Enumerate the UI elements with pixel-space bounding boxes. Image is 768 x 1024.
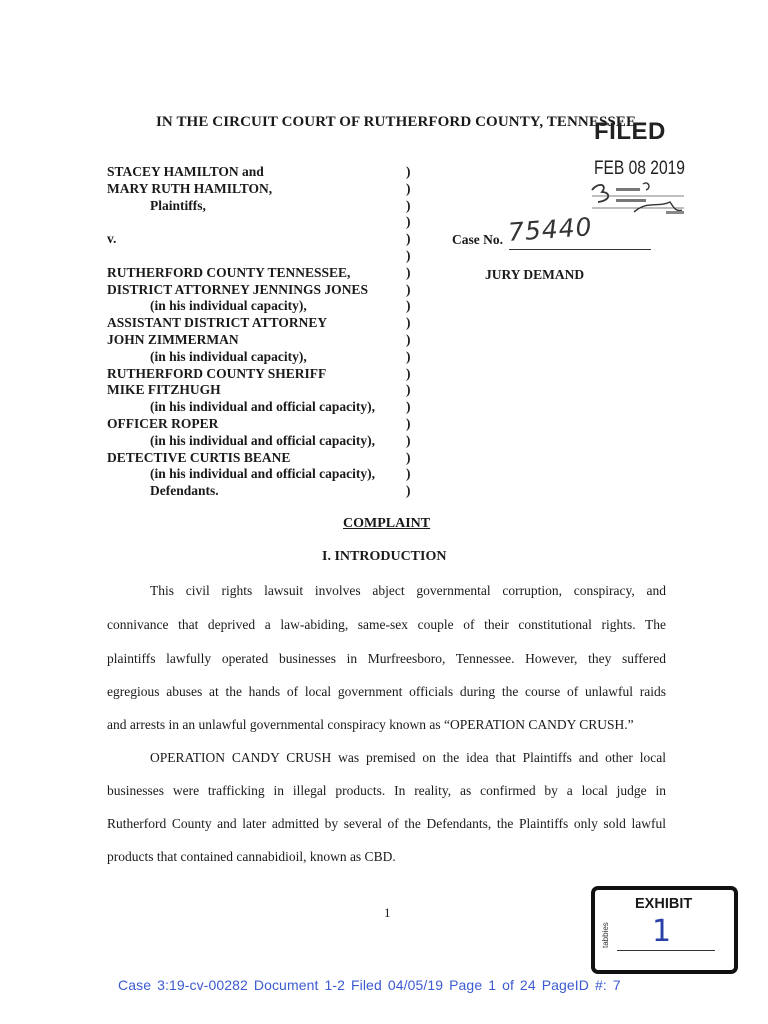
body-text-line: OPERATION CANDY CRUSH was premised on the idea that Plaintiffs and other local bbox=[150, 750, 666, 765]
caption-paren: ) bbox=[406, 432, 411, 448]
caption-paren-column bbox=[406, 164, 411, 500]
caption-line: MARY RUTH HAMILTON, bbox=[107, 180, 273, 196]
page-number: 1 bbox=[384, 905, 391, 920]
caption-line: DETECTIVE CURTIS BEANE bbox=[107, 449, 291, 465]
body-text-line: and arrests in an unlawful governmental conspiracy known as “OPERATION CANDY CRUSH.” bbox=[107, 717, 634, 732]
caption-line bbox=[107, 214, 375, 231]
caption-line: (in his individual and official capacity), bbox=[150, 399, 376, 415]
caption-paren: ) bbox=[406, 298, 411, 314]
caption-paren: ) bbox=[406, 197, 411, 213]
caption-line: (in his individual and official capacity), bbox=[150, 466, 376, 482]
caption-paren: ) bbox=[406, 331, 411, 347]
caption-line: (in his individual capacity), bbox=[150, 348, 307, 364]
filed-stamp: FILED bbox=[594, 118, 666, 145]
body-text-line: connivance that deprived a law-abiding, same-sex couple of their constitutional rights. The bbox=[107, 617, 666, 632]
case-number-underline bbox=[509, 249, 651, 250]
caption-paren: ) bbox=[406, 415, 411, 431]
court-filing-footer: Case 3:19-cv-00282 Document 1-2 Filed 04/05/19 Page 1 of 24 PageID #: 7 bbox=[118, 977, 621, 993]
exhibit-brand: tabbies bbox=[601, 922, 610, 948]
caption-paren: ) bbox=[406, 247, 411, 263]
caption-line: ASSISTANT DISTRICT ATTORNEY bbox=[107, 315, 328, 331]
exhibit-sticker bbox=[591, 886, 738, 974]
caption-paren: ) bbox=[406, 365, 411, 381]
body-text-line: plaintiffs lawfully operated businesses in Murfreesboro, Tennessee. However, they suffered bbox=[107, 651, 666, 666]
body-text-line: This civil rights lawsuit involves abject governmental corruption, conspiracy, and bbox=[150, 583, 666, 598]
caption-paren: ) bbox=[406, 382, 411, 398]
body-text-line: Rutherford County and later admitted by several of the Defendants, the Plaintiffs only sold lawful bbox=[107, 816, 666, 831]
case-caption-parties bbox=[107, 164, 375, 500]
caption-line: DISTRICT ATTORNEY JENNINGS JONES bbox=[107, 281, 368, 297]
caption-paren: ) bbox=[406, 466, 411, 482]
caption-line: JOHN ZIMMERMAN bbox=[107, 331, 239, 347]
caption-line bbox=[107, 248, 375, 265]
case-number-label: Case No. bbox=[452, 232, 503, 247]
body-text-line: businesses were trafficking in illegal products. In reality, as confirmed by a local judge in bbox=[107, 783, 666, 798]
caption-paren: ) bbox=[406, 399, 411, 415]
caption-line: v. bbox=[107, 231, 117, 247]
caption-line: Defendants. bbox=[150, 483, 219, 499]
caption-paren: ) bbox=[406, 281, 411, 297]
caption-paren: ) bbox=[406, 231, 411, 247]
court-title: IN THE CIRCUIT COURT OF RUTHERFORD COUNTY, TENNESSEE bbox=[156, 114, 637, 130]
body-text-line: egregious abuses at the hands of local government officials during the course of unlawful raids bbox=[107, 684, 666, 699]
caption-paren: ) bbox=[406, 164, 411, 179]
clerk-signature-stamp bbox=[588, 178, 688, 220]
filed-date-stamp: FEB 08 2019 bbox=[594, 158, 685, 179]
caption-line: Plaintiffs, bbox=[150, 197, 206, 213]
caption-line: (in his individual and official capacity), bbox=[150, 432, 376, 448]
caption-line: MIKE FITZHUGH bbox=[107, 382, 221, 398]
caption-line: STACEY HAMILTON and bbox=[107, 164, 264, 179]
caption-paren: ) bbox=[406, 214, 411, 230]
exhibit-underline bbox=[617, 950, 715, 951]
exhibit-title: EXHIBIT bbox=[635, 896, 693, 912]
complaint-heading: COMPLAINT bbox=[343, 516, 431, 531]
caption-paren: ) bbox=[406, 315, 411, 331]
caption-line: RUTHERFORD COUNTY SHERIFF bbox=[107, 365, 327, 381]
caption-paren: ) bbox=[406, 180, 411, 196]
caption-paren: ) bbox=[406, 449, 411, 465]
handwritten-case-number: 75440 bbox=[507, 212, 594, 247]
caption-line: OFFICER ROPER bbox=[107, 415, 219, 431]
introduction-heading: I. INTRODUCTION bbox=[322, 549, 447, 564]
caption-paren: ) bbox=[406, 264, 411, 280]
exhibit-number: 1 bbox=[652, 914, 672, 949]
caption-paren: ) bbox=[406, 348, 411, 364]
jury-demand: JURY DEMAND bbox=[485, 267, 585, 282]
caption-paren: ) bbox=[406, 483, 411, 499]
body-text-line: products that contained cannabidioil, known as CBD. bbox=[107, 849, 396, 864]
caption-line: RUTHERFORD COUNTY TENNESSEE, bbox=[107, 264, 351, 280]
caption-line: (in his individual capacity), bbox=[150, 298, 307, 314]
